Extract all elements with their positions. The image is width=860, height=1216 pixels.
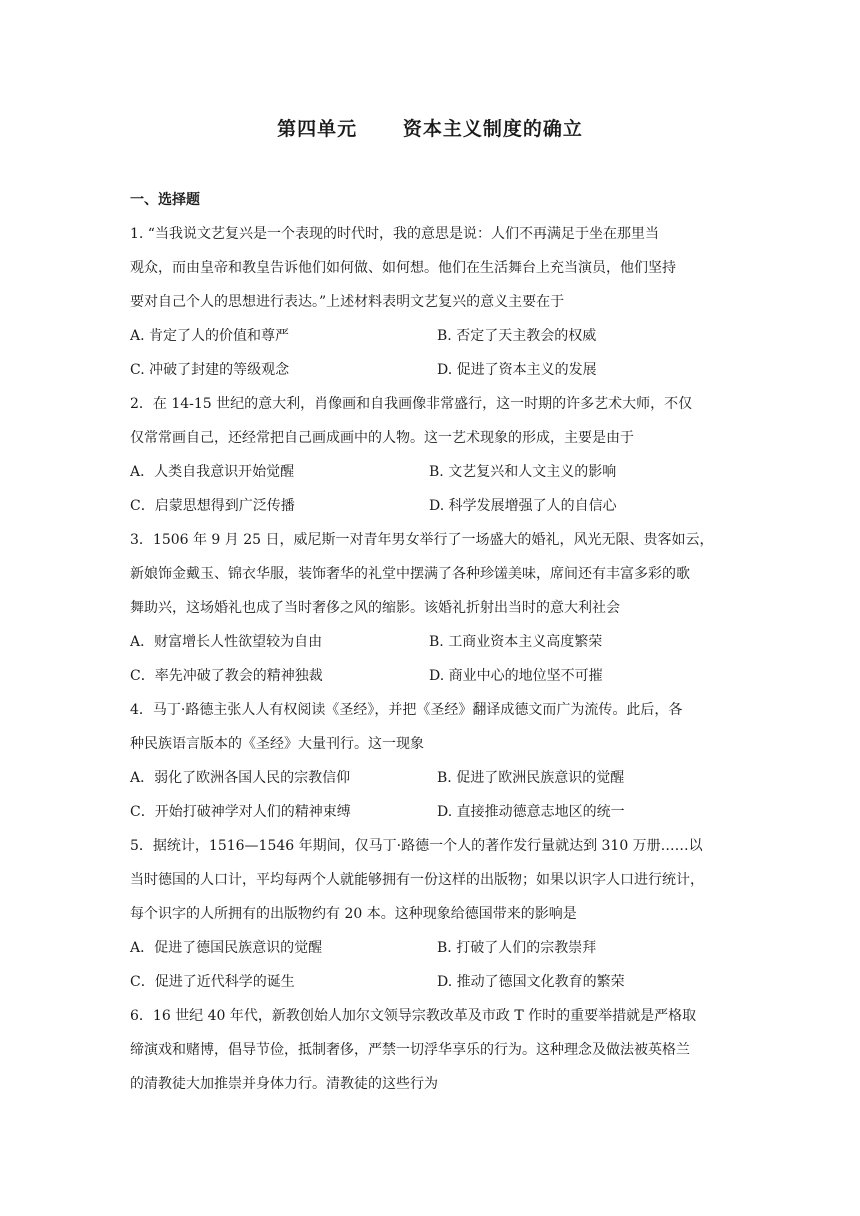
question-3-line-1: 3．1506 年 9 月 25 日，威尼斯一对青年男女举行了一场盛大的婚礼，风光无限、贵客如云， bbox=[130, 532, 714, 548]
question-5-option-a: A．促进了德国民族意识的觉醒 bbox=[130, 940, 323, 956]
question-4-option-d: D. 直接推动德意志地区的统一 bbox=[437, 804, 625, 820]
question-2-option-d: D. 科学发展增强了人的自信心 bbox=[429, 498, 617, 514]
question-2-option-c: C．启蒙思想得到广泛传播 bbox=[130, 498, 295, 514]
question-1-option-c: C. 冲破了封建的等级观念 bbox=[130, 362, 290, 378]
question-2-option-a: A．人类自我意识开始觉醒 bbox=[130, 464, 295, 480]
question-5-option-d: D. 推动了德国文化教育的繁荣 bbox=[437, 974, 625, 990]
question-5-option-b: B. 打破了人们的宗教崇拜 bbox=[437, 940, 597, 956]
question-1-option-d: D. 促进了资本主义的发展 bbox=[437, 362, 597, 378]
question-1-line-3: 要对自己个人的思想进行表达。”上述材料表明文艺复兴的意义主要在于 bbox=[130, 294, 565, 310]
question-6-line-2: 缔演戏和赌博，倡导节俭，抵制奢侈，严禁一切浮华享乐的行为。这种理念及做法被英格兰 bbox=[130, 1042, 690, 1058]
question-1-line-1: 1. “当我说文艺复兴是一个表现的时代时，我的意思是说：人们不再满足于坐在那里当 bbox=[130, 226, 659, 242]
question-3-option-c: C．率先冲破了教会的精神独裁 bbox=[130, 668, 323, 684]
question-2-option-b: B. 文艺复兴和人文主义的影响 bbox=[429, 464, 617, 480]
question-4-option-a: A．弱化了欧洲各国人民的宗教信仰 bbox=[130, 770, 351, 786]
question-1-line-2: 观众，而由皇帝和教皇告诉他们如何做、如何想。他们在生活舞台上充当演员，他们坚持 bbox=[130, 260, 676, 276]
question-3-option-d: D. 商业中心的地位坚不可摧 bbox=[429, 668, 603, 684]
question-1-option-a: A. 肯定了人的价值和尊严 bbox=[130, 328, 290, 344]
question-4-line-1: 4．马丁·路德主张人人有权阅读《圣经》，并把《圣经》翻译成德文而广为流传。此后，各 bbox=[130, 702, 683, 718]
question-4-line-2: 种民族语言版本的《圣经》大量刊行。这一现象 bbox=[130, 736, 424, 752]
question-5-option-c: C．促进了近代科学的诞生 bbox=[130, 974, 295, 990]
question-3-line-2: 新娘饰金戴玉、锦衣华服，装饰奢华的礼堂中摆满了各种珍馐美味，席间还有丰富多彩的歌 bbox=[130, 566, 690, 582]
page-title: 第四单元 资本主义制度的确立 bbox=[277, 118, 583, 140]
question-2-line-2: 仅常常画自己，还经常把自己画成画中的人物。这一艺术现象的形成，主要是由于 bbox=[130, 430, 634, 446]
section-heading: 一、选择题 bbox=[130, 192, 200, 208]
question-6-line-1: 6．16 世纪 40 年代，新教创始人加尔文领导宗教改革及市政 T 作时的重要举措就是严格取 bbox=[130, 1008, 697, 1024]
question-4-option-b: B. 促进了欧洲民族意识的觉醒 bbox=[437, 770, 625, 786]
question-5-line-3: 每个识字的人所拥有的出版物约有 20 本。这种现象给德国带来的影响是 bbox=[130, 906, 577, 922]
question-3-line-3: 舞助兴，这场婚礼也成了当时奢侈之风的缩影。该婚礼折射出当时的意大利社会 bbox=[130, 600, 620, 616]
question-3-option-a: A．财富增长人性欲望较为自由 bbox=[130, 634, 323, 650]
question-5-line-2: 当时德国的人口计，平均每两个人就能够拥有一份这样的出版物；如果以识字人口进行统计， bbox=[130, 872, 704, 888]
question-4-option-c: C．开始打破神学对人们的精神束缚 bbox=[130, 804, 351, 820]
question-5-line-1: 5．据统计，1516—1546 年期间，仅马丁·路德一个人的著作发行量就达到 310 万册……以 bbox=[130, 838, 703, 854]
question-6-line-3: 的清教徒大加推崇并身体力行。清教徒的这些行为 bbox=[130, 1076, 438, 1092]
question-3-option-b: B. 工商业资本主义高度繁荣 bbox=[429, 634, 603, 650]
question-2-line-1: 2．在 14-15 世纪的意大利，肖像画和自我画像非常盛行，这一时期的许多艺术大师，不仅 bbox=[130, 396, 693, 412]
question-1-option-b: B. 否定了天主教会的权威 bbox=[437, 328, 597, 344]
